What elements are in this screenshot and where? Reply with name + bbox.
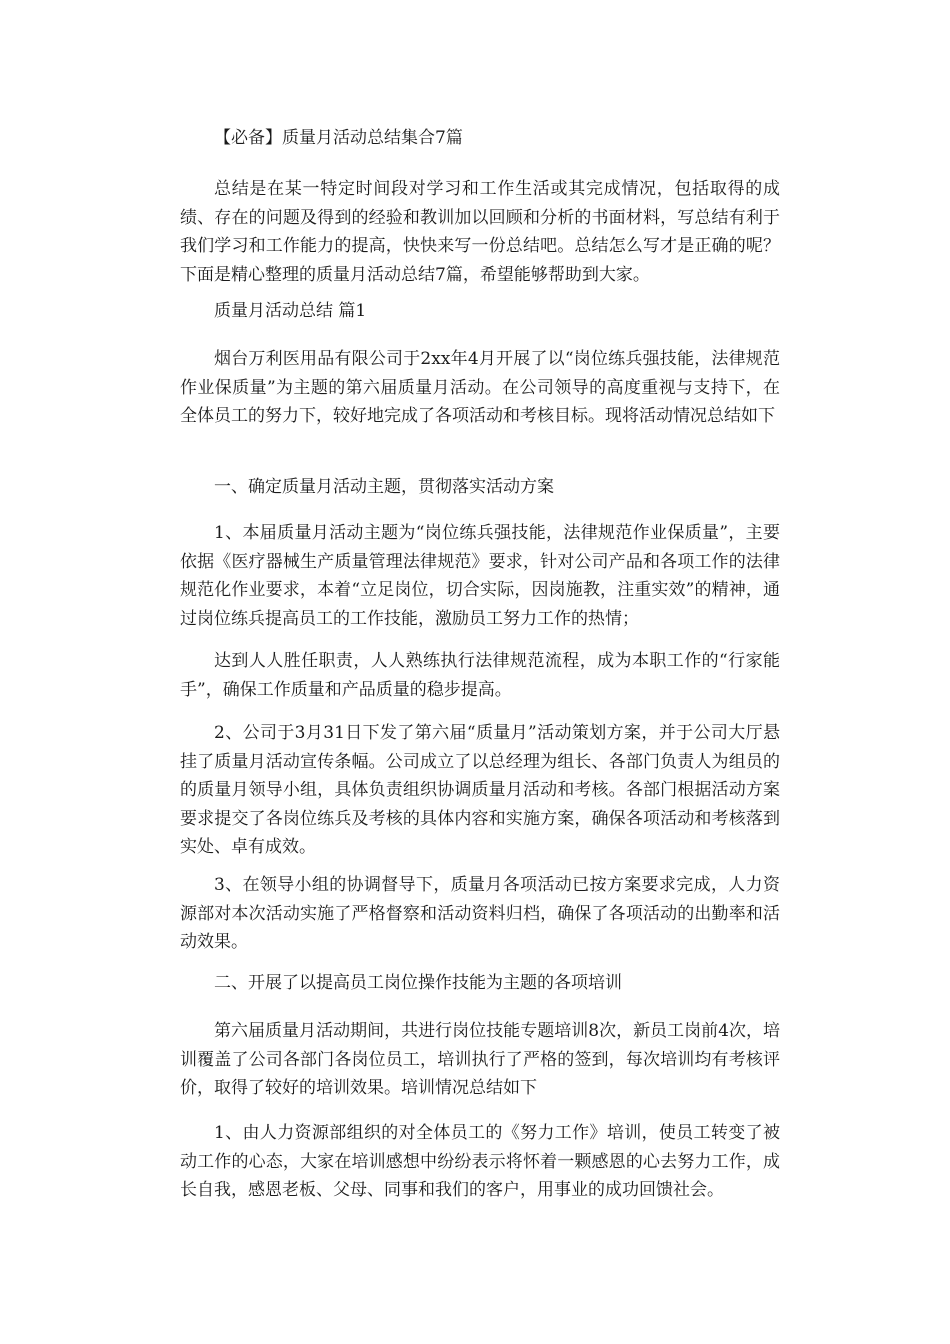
body-paragraph: 3、在领导小组的协调督导下，质量月各项活动已按方案要求完成，人力资源部对本次活动实施了严格督察和活动资料归档，确保了各项活动的出勤率和活动效果。: [180, 875, 780, 952]
subsection-heading: 二、开展了以提高员工岗位操作技能为主题的各项培训: [214, 973, 622, 993]
body-paragraph: 烟台万利医用品有限公司于2xx年4月开展了以“岗位练兵强技能，法律规范作业保质量”为主题的第六届质量月活动。在公司领导的高度重视与支持下，在全体员工的努力下，较好地完成了各项活动和考核目标。现将活动情况总结如下: [180, 349, 780, 426]
document-title: 【必备】质量月活动总结集合7篇: [214, 128, 463, 148]
body-paragraph: 第六届质量月活动期间，共进行岗位技能专题培训8次，新员工岗前4次，培训覆盖了公司各部门各岗位员工，培训执行了严格的签到，每次培训均有考核评价，取得了较好的培训效果。培训情况总结如下: [180, 1021, 780, 1098]
body-paragraph: 1、本届质量月活动主题为“岗位练兵强技能，法律规范作业保质量”，主要依据《医疗器械生产质量管理法律规范》要求，针对公司产品和各项工作的法律规范化作业要求，本着“立足岗位，切合实际，因岗施教，注重实效”的精神，通过岗位练兵提高员工的工作技能，激励员工努力工作的热情；: [180, 523, 780, 629]
body-paragraph: 1、由人力资源部组织的对全体员工的《努力工作》培训，使员工转变了被动工作的心态，大家在培训感想中纷纷表示将怀着一颗感恩的心去努力工作，成长自我，感恩老板、父母、同事和我们的客户，用事业的成功回馈社会。: [180, 1123, 780, 1200]
intro-paragraph: 总结是在某一特定时间段对学习和工作生活或其完成情况，包括取得的成绩、存在的问题及得到的经验和教训加以回顾和分析的书面材料，写总结有利于我们学习和工作能力的提高，快快来写一份总结吧。总结怎么写才是正确的呢？下面是精心整理的质量月活动总结7篇，希望能够帮助到大家。: [180, 179, 780, 285]
body-paragraph: 达到人人胜任职责，人人熟练执行法律规范流程，成为本职工作的“行家能手”，确保工作质量和产品质量的稳步提高。: [180, 651, 780, 700]
section-heading: 质量月活动总结 篇1: [214, 301, 367, 321]
body-paragraph: 2、公司于3月31日下发了第六届“质量月”活动策划方案，并于公司大厅悬挂了质量月活动宣传条幅。公司成立了以总经理为组长、各部门负责人为组员的的质量月领导小组，具体负责组织协调质量月活动和考核。各部门根据活动方案要求提交了各岗位练兵及考核的具体内容和实施方案，确保各项活动和考核落到实处、卓有成效。: [180, 723, 780, 857]
subsection-heading: 一、确定质量月活动主题，贯彻落实活动方案: [214, 477, 554, 497]
